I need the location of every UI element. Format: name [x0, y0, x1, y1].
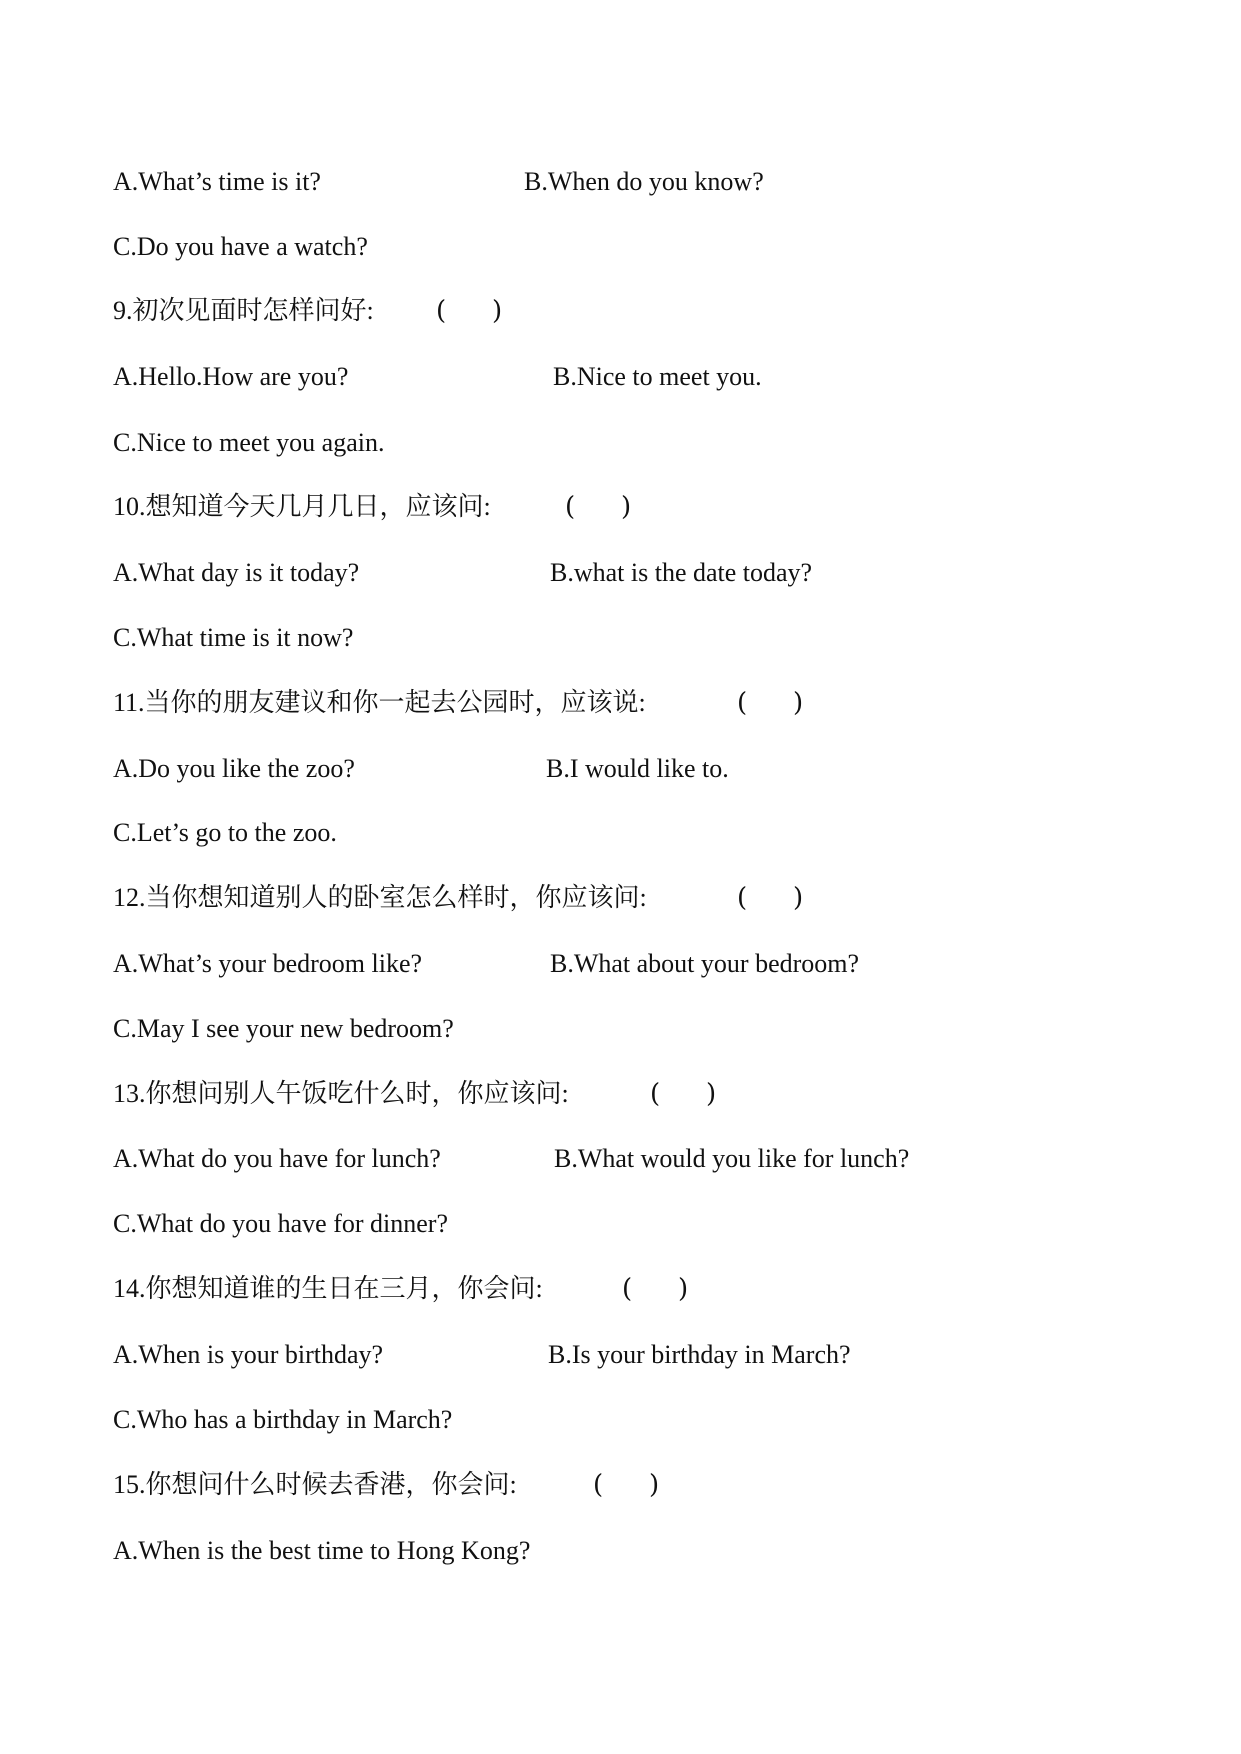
answer-option-c: C.Let’s go to the zoo.: [113, 818, 337, 847]
answer-option-c: C.Who has a birthday in March?: [113, 1405, 453, 1434]
answer-blank: ( ): [737, 883, 804, 913]
answer-blank: ( ): [565, 492, 632, 522]
option-b: B.What about your bedroom?: [550, 949, 860, 978]
question-text: 15.你想问什么时候去香港，你会问:: [113, 1470, 517, 1499]
option-b: B.I would like to.: [546, 754, 729, 783]
answer-blank: ( ): [436, 296, 503, 326]
question-10: [113, 487, 1163, 527]
question-13: [113, 1074, 1163, 1114]
answer-blank: ( ): [650, 1079, 717, 1109]
answer-option-c: C.May I see your new bedroom?: [113, 1014, 454, 1043]
question-text: 10.想知道今天几月几日，应该问:: [113, 492, 491, 521]
option-a: A.Hello.How are you?: [113, 362, 349, 391]
question-text: 11.当你的朋友建议和你一起去公园时，应该说:: [113, 688, 646, 717]
answer-options-row: [113, 357, 1163, 397]
option-b: B.Nice to meet you.: [553, 362, 762, 391]
answer-blank: ( ): [593, 1470, 660, 1500]
option-a: A.What’s time is it?: [113, 167, 321, 196]
option-a: A.When is your birthday?: [113, 1340, 384, 1369]
option-b: B.Is your birthday in March?: [548, 1340, 851, 1369]
answer-option-c: C.What time is it now?: [113, 623, 354, 652]
answer-option-a: A.When is the best time to Hong Kong?: [113, 1536, 531, 1565]
answer-option-c: C.Nice to meet you again.: [113, 428, 385, 457]
question-9: [113, 291, 1163, 331]
option-a: A.What’s your bedroom like?: [113, 949, 423, 978]
answer-options-row: [113, 553, 1163, 593]
answer-blank: ( ): [622, 1274, 689, 1304]
answer-option-c: C.Do you have a watch?: [113, 232, 368, 261]
answer-options-row: [113, 1335, 1163, 1375]
option-a: A.What day is it today?: [113, 558, 360, 587]
answer-blank: ( ): [737, 688, 804, 718]
answer-options-row: [113, 162, 1163, 202]
question-text: 9.初次见面时怎样问好:: [113, 296, 374, 325]
answer-options-row: [113, 749, 1163, 789]
question-11: [113, 683, 1163, 723]
answer-option-c: C.What do you have for dinner?: [113, 1209, 449, 1238]
option-b: B.When do you know?: [524, 167, 764, 196]
option-b: B.What would you like for lunch?: [554, 1144, 910, 1173]
question-12: [113, 878, 1163, 918]
question-text: 14.你想知道谁的生日在三月，你会问:: [113, 1274, 543, 1303]
answer-options-row: [113, 1139, 1163, 1179]
option-b: B.what is the date today?: [550, 558, 813, 587]
question-text: 13.你想问别人午饭吃什么时，你应该问:: [113, 1079, 569, 1108]
answer-options-row: [113, 944, 1163, 984]
question-14: [113, 1269, 1163, 1309]
option-a: A.What do you have for lunch?: [113, 1144, 441, 1173]
question-text: 12.当你想知道别人的卧室怎么样时，你应该问:: [113, 883, 647, 912]
question-15: [113, 1465, 1163, 1505]
option-a: A.Do you like the zoo?: [113, 754, 355, 783]
